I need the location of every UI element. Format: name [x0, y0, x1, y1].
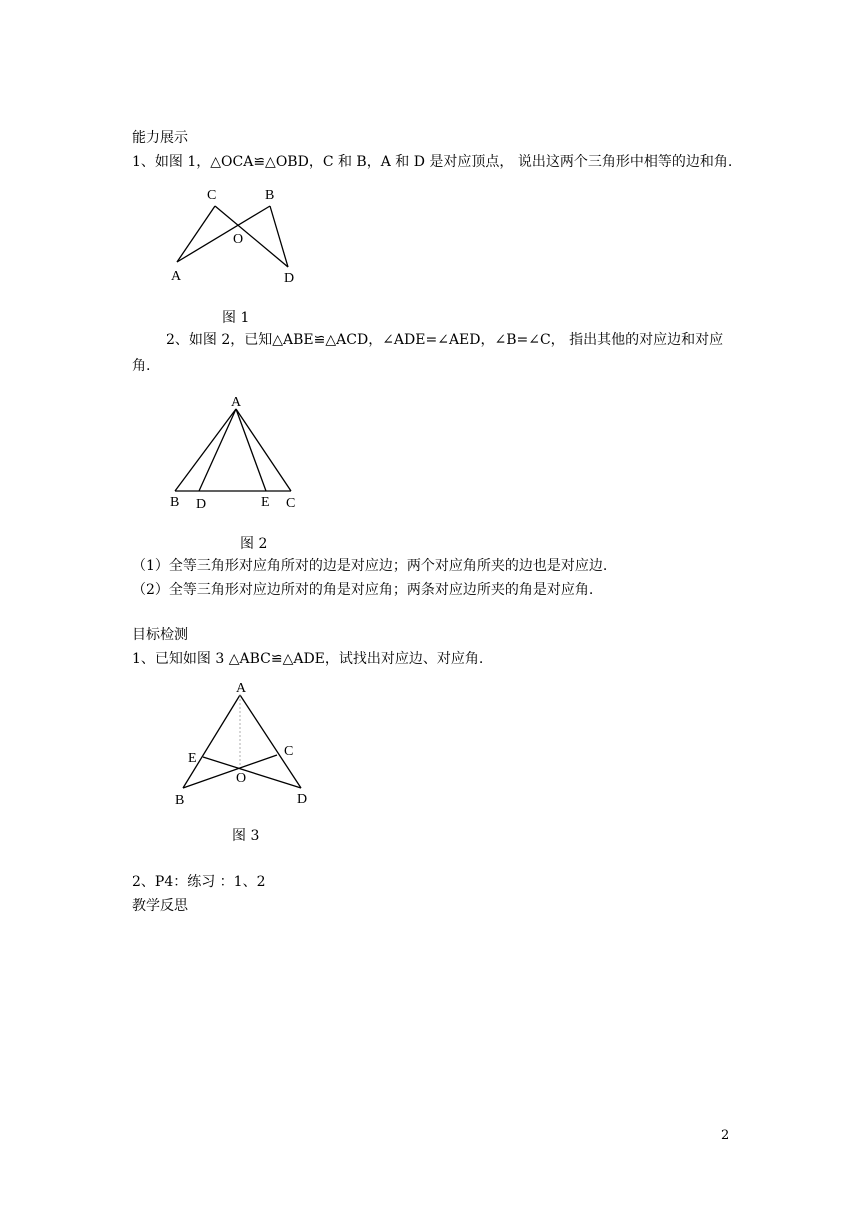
fig3-line-ED	[203, 757, 301, 788]
page-number: 2	[721, 1128, 730, 1143]
question-1-text: 1、如图 1，△OCA≌△OBD，C 和 B，A 和 D 是对应顶点， 说出这两个三角形中相等的边和角.	[132, 154, 733, 170]
fig3-label-C: C	[284, 744, 294, 759]
fig3-label-A: A	[236, 681, 247, 696]
fig3-line-BC	[183, 755, 277, 788]
section-heading-ability: 能力展示	[132, 130, 188, 146]
target-question-2-text: 2、P4：练习 ：1、2	[132, 874, 266, 890]
note-2: （2）全等三角形对应边所对的角是对应角；两条对应边所夹的角是对应角.	[132, 582, 594, 598]
fig1-label-O: O	[233, 232, 244, 247]
fig3-label-O: O	[236, 771, 247, 786]
question-2-line-1: 2、如图 2，已知△ABE≌△ACD，∠ADE=∠AED，∠B=∠C， 指出其他的对应边和对应	[166, 332, 724, 348]
fig1-caption: 图 1	[222, 310, 250, 326]
fig1-label-B: B	[265, 188, 275, 203]
fig2-label-B: B	[170, 495, 180, 510]
fig2-label-A: A	[231, 395, 242, 410]
target-question-1-text: 1、已知如图 3 △ABC≌△ADE，试找出对应边、对应角.	[132, 651, 484, 667]
fig3-label-E: E	[188, 751, 197, 766]
fig1-label-D: D	[284, 271, 295, 286]
note-1: （1）全等三角形对应角所对的边是对应边；两个对应角所夹的边也是对应边.	[132, 558, 608, 574]
fig2-label-E: E	[261, 495, 270, 510]
fig1-label-C: C	[207, 188, 217, 203]
teaching-reflection-heading: 教学反思	[132, 898, 188, 914]
fig3-line-AD	[240, 695, 301, 788]
fig1-label-A: A	[171, 269, 182, 284]
fig3-caption: 图 3	[232, 828, 260, 844]
fig2-caption: 图 2	[240, 536, 268, 552]
fig2-label-C: C	[286, 496, 296, 511]
fig3-line-AB	[183, 695, 240, 788]
fig3-label-B: B	[175, 793, 185, 808]
fig3-label-D: D	[297, 792, 308, 807]
section-heading-target: 目标检测	[132, 627, 188, 643]
fig2-label-D: D	[196, 497, 207, 512]
question-2-line-2: 角.	[132, 358, 151, 374]
